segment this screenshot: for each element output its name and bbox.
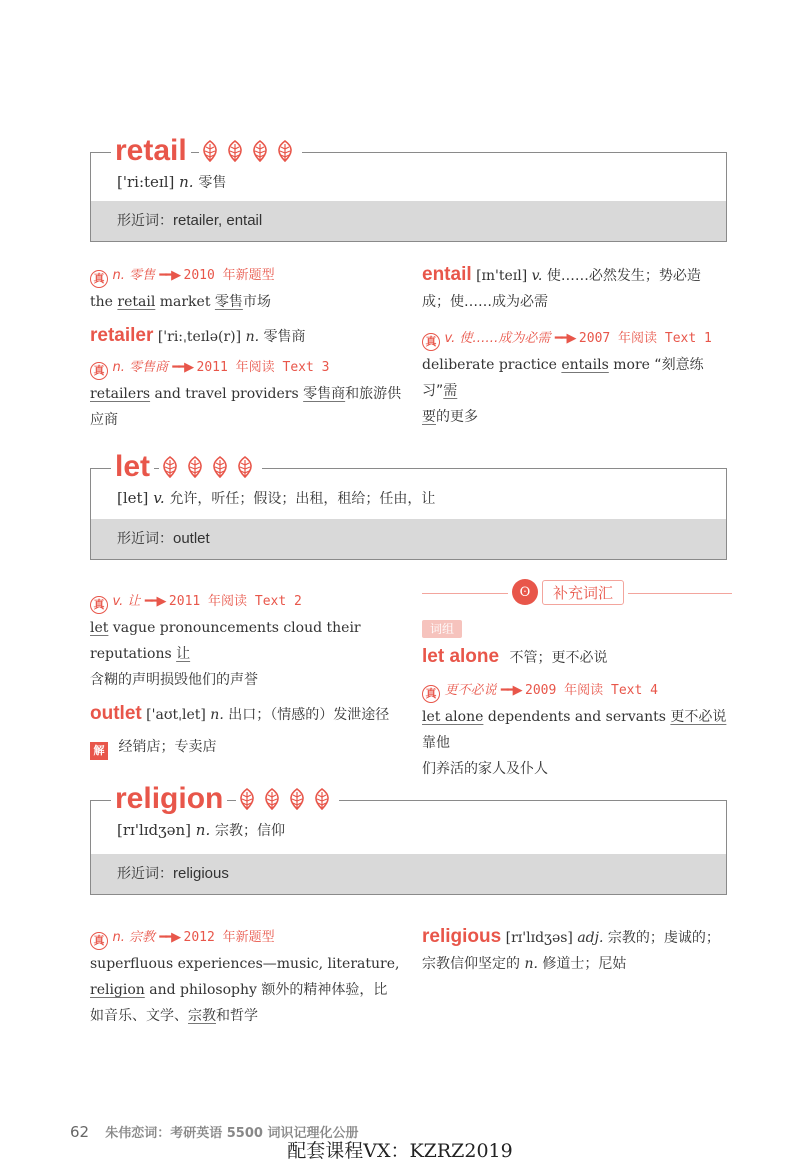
- pronunciation-line: [rɪ'lɪdʒən] n. 宗教；信仰: [117, 821, 285, 839]
- pronunciation-line: [let] v. 允许，听任；假设；出租，租给；任由，让: [117, 489, 436, 507]
- leaf-icon: [234, 456, 256, 478]
- let-right-column: ʘ 补充词汇 词组 let alone 不管；更不必说 真 更不必说 ━━▶ 2009 年阅读 Text 4 let alone dependents and servants 更不必说靠他 们养活的家人及仆人: [422, 578, 732, 782]
- retail-left-column: 真 n. 零售 ━━▶ 2010 年新题型 the retail market 零售市场 retailer ['ri:ˌteɪlə(r)] n. 零售商 真 n. 零售商 ━━▶ 2011 年阅读 Text 3 retailers and travel providers 零售商和旅游供 应商: [90, 268, 402, 428]
- watermark: 配套课程VX：KZRZ2019: [287, 1140, 513, 1162]
- sub-headword: religious: [422, 926, 502, 947]
- retail-right-column: entail [ɪn'teɪl] v. 使……必然发生；势必造 成；使……成为必需 真 v. 使……成为必需 ━━▶ 2007 年阅读 Text 1 deliberate practice entails more “刻意练习”需 要的更多: [422, 264, 712, 425]
- similar-words-band: 形近词：religious: [91, 854, 726, 894]
- leaf-icon: [236, 788, 258, 810]
- leaf-icon: [274, 140, 296, 162]
- religion-left-column: 真 n. 宗教 ━━▶ 2012 年新题型 superfluous experiences—music, literature, religion and philosophy 额外的精神体验，比 如音乐、文学、宗教和哲学: [90, 930, 400, 1024]
- owl-icon: ʘ: [512, 579, 538, 605]
- leaf-icon: [209, 456, 231, 478]
- sub-headword: retailer: [90, 325, 154, 346]
- explanation-badge: 解: [90, 742, 108, 760]
- frequency-leaves: [159, 456, 262, 478]
- similar-words-band: 形近词：outlet: [91, 519, 726, 559]
- sub-headword: let alone: [422, 645, 500, 667]
- headword: retail: [111, 136, 191, 166]
- sub-headword: entail: [422, 264, 472, 285]
- book-title: 朱伟恋词：考研英语 5500 词识记理化公册: [105, 1126, 359, 1141]
- word-card-religion: [90, 782, 727, 895]
- leaf-icon: [199, 140, 221, 162]
- leaf-icon: [249, 140, 271, 162]
- let-left-column: 真 v. 让 ━━▶ 2011 年阅读 Text 2 let vague pronouncements cloud their reputations 让 含糊的声明损毁他们的声誉 outlet ['aʊtˌlet] n. 出口；（情感的）发泄途径 解 经销店；专卖店: [90, 588, 410, 760]
- leaf-icon: [311, 788, 333, 810]
- similar-words-band: 形近词：retailer, entail: [91, 201, 726, 241]
- phrase-badge: 词组: [422, 620, 462, 638]
- supplement-header: ʘ 补充词汇: [422, 578, 732, 608]
- headword: religion: [111, 784, 227, 814]
- leaf-icon: [286, 788, 308, 810]
- frequency-leaves: [236, 788, 339, 810]
- religion-right-column: religious [rɪ'lɪdʒəs] adj. 宗教的；虔诚的； 宗教信仰坚定的 n. 修道士；尼姑: [422, 926, 720, 972]
- word-card-let: [90, 450, 727, 560]
- leaf-icon: [224, 140, 246, 162]
- leaf-icon: [261, 788, 283, 810]
- sub-headword: outlet: [90, 703, 142, 724]
- leaf-icon: [159, 456, 181, 478]
- leaf-icon: [184, 456, 206, 478]
- word-card-retail: [90, 134, 727, 242]
- page-number: 62: [70, 1123, 90, 1141]
- headword: let: [111, 452, 154, 482]
- frequency-leaves: [199, 140, 302, 162]
- pronunciation-line: ['ri:teɪl] n. 零售: [117, 173, 227, 191]
